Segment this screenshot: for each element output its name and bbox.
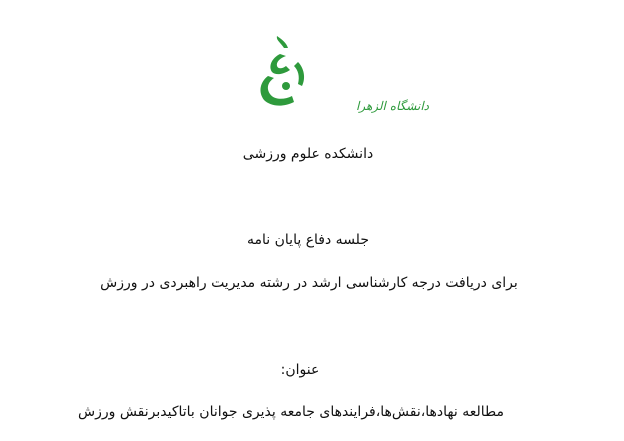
university-logo [250,36,430,118]
defense-session-heading: جلسه دفاع پایان نامه [247,232,369,248]
logo-text: دانشگاه الزهرا [356,99,430,113]
alzahra-logo-icon [250,36,430,118]
thesis-title: مطالعه نهادها،نقش‌ها،فرایندهای جامعه پذیری جوانان باتاکیدبرنقش ورزش [78,404,504,420]
faculty-name: دانشکده علوم ورزشی [242,146,374,162]
title-label: عنوان: [280,362,320,378]
degree-statement: برای دریافت درجه کارشناسی ارشد در رشته مدیریت راهبردی در ورزش [100,275,518,291]
